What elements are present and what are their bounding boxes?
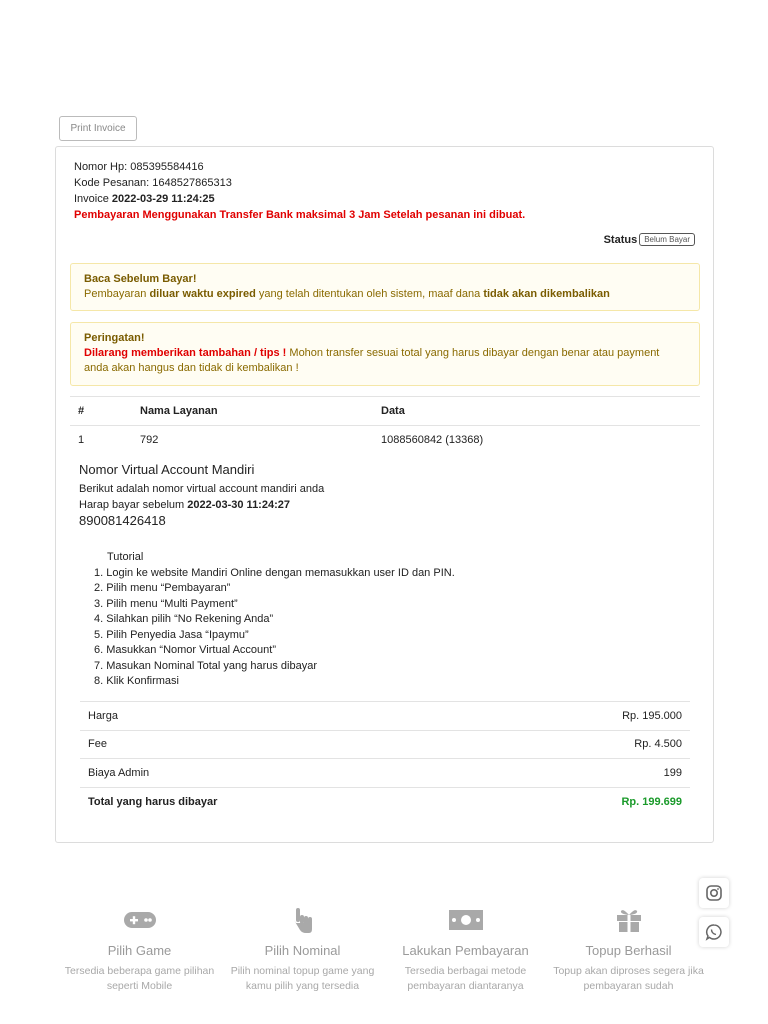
- invoice-card: [55, 146, 714, 843]
- alert1-text-1: Pembayaran: [84, 288, 147, 300]
- price-label: Harga: [80, 702, 480, 731]
- table-row: [70, 426, 700, 454]
- instagram-button[interactable]: [699, 878, 729, 908]
- col-data: Data: [373, 397, 700, 426]
- order-label: Kode Pesanan:: [74, 177, 150, 189]
- invoice-info: [74, 159, 525, 223]
- phone-line: [74, 159, 525, 175]
- va-due-date: 2022-03-30 11:24:27: [187, 499, 290, 511]
- instagram-icon: [705, 884, 723, 902]
- table-header-row: [70, 397, 700, 426]
- price-row: [80, 702, 690, 731]
- gamepad-icon: [58, 905, 221, 935]
- va-due-label: Harap bayar sebelum: [79, 499, 185, 511]
- invoice-label: Invoice: [74, 193, 109, 205]
- order-line: [74, 175, 525, 191]
- step-pilih-game: [58, 905, 221, 994]
- tutorial-step-text: Masukan Nominal Total yang harus dibayar: [106, 659, 317, 672]
- order-value: 1648527865313: [152, 177, 232, 189]
- total-row: [80, 787, 690, 816]
- price-value: Rp. 195.000: [480, 702, 690, 731]
- gift-icon: [547, 905, 710, 935]
- admin-fee-value: 199: [480, 759, 690, 788]
- va-due-line: [79, 497, 324, 513]
- alert1-text-2: yang telah ditentukan oleh sistem, maaf dana: [258, 288, 481, 300]
- payment-deadline-warning: Pembayaran Menggunakan Transfer Bank maksimal 3 Jam Setelah pesanan ini dibuat.: [74, 209, 526, 221]
- tutorial-step-text: Login ke website Mandiri Online dengan memasukkan user ID dan PIN.: [106, 566, 455, 579]
- alert1-bold-2: tidak akan dikembalikan: [483, 288, 610, 300]
- step-desc: Topup akan diproses segera jika pembayaran sudah: [553, 965, 704, 992]
- tutorial-step: 2. Pilih menu “Pembayaran”: [94, 582, 231, 594]
- tutorial-step-text: Pilih menu “Multi Payment”: [106, 597, 238, 610]
- step-title: Topup Berhasil: [585, 943, 672, 958]
- money-icon: [384, 905, 547, 935]
- alert2-text: [84, 346, 686, 376]
- tutorial-step: 3. Pilih menu “Multi Payment”: [94, 597, 238, 610]
- alert1-title: Baca Sebelum Bayar!: [84, 273, 197, 285]
- step-pilih-nominal: [221, 905, 384, 994]
- total-value: Rp. 199.699: [480, 787, 690, 816]
- alert1-bold-1: diluar waktu expired: [149, 288, 256, 300]
- tutorial-step-text: Pilih Penyedia Jasa “Ipaymu”: [106, 628, 249, 641]
- tutorial-step-text: Klik Konfirmasi: [106, 675, 179, 687]
- price-table: [80, 701, 690, 816]
- step-desc: Pilih nominal topup game yang kamu pilih yang tersedia: [230, 965, 375, 992]
- total-label: Total yang harus dibayar: [80, 787, 480, 816]
- admin-fee-label: Biaya Admin: [80, 759, 480, 788]
- cell-data: 1088560842 (13368): [381, 433, 484, 446]
- status-label: Status: [603, 233, 638, 246]
- phone-value: 085395584416: [130, 161, 204, 173]
- tutorial-step: 4. Silahkan pilih “No Rekening Anda”: [94, 613, 274, 625]
- tutorial-section: [94, 550, 455, 690]
- step-pembayaran: [384, 905, 547, 994]
- step-title: Pilih Game: [107, 943, 172, 958]
- cell-service: 792: [140, 433, 159, 446]
- fee-row: [80, 730, 690, 759]
- tutorial-step: 1. Login ke website Mandiri Online dengan memasukkan user ID dan PIN.: [94, 566, 455, 579]
- whatsapp-icon: [705, 923, 723, 941]
- virtual-account-section: [79, 462, 324, 529]
- tutorial-step-text: Silahkan pilih “No Rekening Anda”: [106, 613, 274, 625]
- tutorial-step-text: Masukkan “Nomor Virtual Account”: [106, 644, 276, 656]
- step-title: Lakukan Pembayaran: [402, 943, 529, 958]
- print-invoice-button[interactable]: Print Invoice: [59, 116, 137, 141]
- phone-label: Nomor Hp:: [74, 161, 128, 173]
- admin-fee-row: [80, 759, 690, 788]
- status-badge: Belum Bayar: [639, 233, 695, 246]
- alert2-title: Peringatan!: [84, 332, 145, 344]
- order-table: [70, 396, 700, 454]
- alert2-red-text: Dilarang memberikan tambahan / tips !: [84, 347, 287, 359]
- step-title: Pilih Nominal: [264, 943, 341, 958]
- warning-alert: [70, 322, 700, 386]
- step-desc: Tersedia berbagai metode pembayaran diantaranya: [404, 965, 527, 992]
- va-title: Nomor Virtual Account Mandiri: [79, 462, 255, 477]
- va-number: 890081426418: [79, 513, 166, 528]
- tutorial-step: 7. Masukan Nominal Total yang harus dibayar: [94, 659, 317, 672]
- pointer-hand-icon: [221, 905, 384, 935]
- invoice-date: 2022-03-29 11:24:25: [111, 193, 215, 205]
- read-before-pay-alert: [70, 263, 700, 311]
- tutorial-step: 8. Klik Konfirmasi: [94, 675, 179, 687]
- fee-value: Rp. 4.500: [480, 730, 690, 759]
- col-service: Nama Layanan: [132, 397, 373, 426]
- whatsapp-button[interactable]: [699, 917, 729, 947]
- tutorial-step: 5. Pilih Penyedia Jasa “Ipaymu”: [94, 628, 249, 641]
- alert2-body: Mohon transfer sesuai total yang harus dibayar dengan benar atau payment anda akan hangus dan tidak di kembalikan !: [84, 347, 660, 374]
- invoice-line: [74, 191, 525, 207]
- cell-number: 1: [78, 433, 85, 446]
- step-topup-berhasil: [547, 905, 710, 994]
- col-number: #: [70, 397, 132, 426]
- tutorial-step: 6. Masukkan “Nomor Virtual Account”: [94, 644, 276, 656]
- step-desc: Tersedia beberapa game pilihan seperti Mobile: [64, 965, 215, 992]
- va-description: Berikut adalah nomor virtual account mandiri anda: [79, 483, 325, 495]
- tutorial-step-text: Pilih menu “Pembayaran”: [106, 582, 231, 594]
- status-row: [604, 233, 695, 246]
- alert1-text: [84, 287, 686, 302]
- tutorial-title: Tutorial: [107, 551, 144, 563]
- fee-label: Fee: [80, 730, 480, 759]
- how-to-steps: [58, 905, 710, 994]
